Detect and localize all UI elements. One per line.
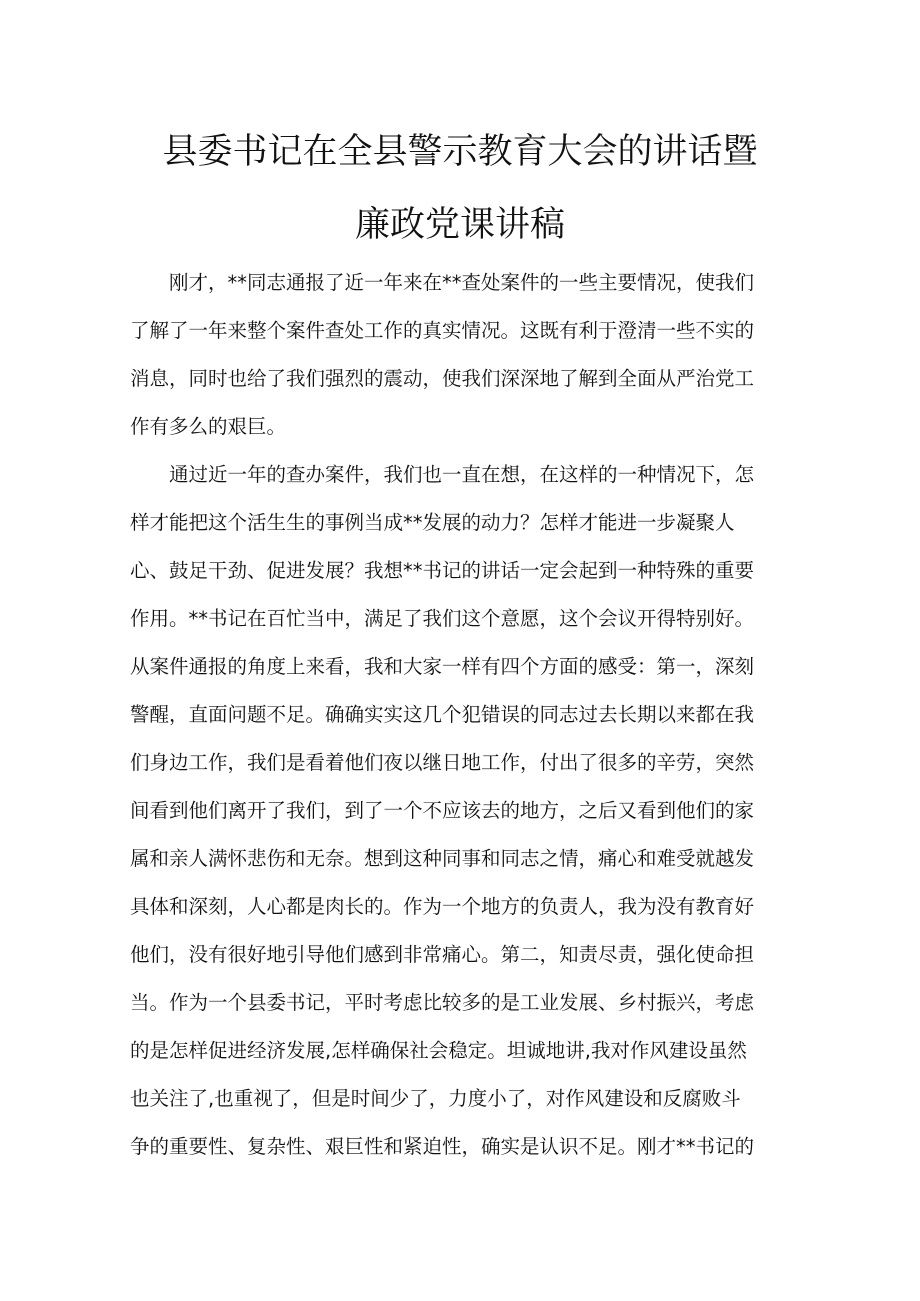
body-line-15: 他们，没有很好地引导他们感到非常痛心。第二，知责尽责，强化使命担: [130, 943, 755, 966]
body-line-11: 们身边工作，我们是看着他们夜以继日地工作，付出了很多的辛劳，突然: [130, 751, 755, 774]
body-line-14: 具体和深刻，人心都是肉长的。作为一个地方的负责人，我为没有教育好: [130, 895, 755, 918]
body-line-17: 的是怎样促进经济发展,怎样确保社会稳定。坦诚地讲,我对作风建设虽然: [130, 1039, 747, 1062]
body-line-19: 争的重要性、复杂性、艰巨性和紧迫性，确实是认识不足。刚才**书记的: [130, 1135, 755, 1158]
body-line-2: 了解了一年来整个案件查处工作的真实情况。这既有利于澄清一些不实的: [130, 319, 755, 342]
body-line-1: 刚才，**同志通报了近一年来在**查处案件的一些主要情况，使我们: [130, 271, 755, 294]
body-line-16: 当。作为一个县委书记，平时考虑比较多的是工业发展、乡村振兴，考虑: [130, 991, 755, 1014]
body-line-8: 作用。**书记在百忙当中，满足了我们这个意愿，这个会议开得特别好。: [130, 607, 755, 630]
body-line-18: 也关注了,也重视了，但是时间少了，力度小了，对作风建设和反腐败斗: [130, 1087, 741, 1110]
document-title-line-2: 廉政党课讲稿: [354, 205, 565, 245]
body-line-3: 消息，同时也给了我们强烈的震动，使我们深深地了解到全面从严治党工: [130, 367, 755, 390]
body-line-5: 通过近一年的查办案件，我们也一直在想，在这样的一种情况下，怎: [130, 463, 755, 486]
body-line-9: 从案件通报的角度上来看，我和大家一样有四个方面的感受：第一，深刻: [130, 655, 755, 678]
body-line-13: 属和亲人满怀悲伤和无奈。想到这种同事和同志之情，痛心和难受就越发: [130, 847, 755, 870]
body-line-6: 样才能把这个活生生的事例当成**发展的动力？怎样才能进一步凝聚人: [130, 511, 735, 534]
body-line-7: 心、鼓足干劲、促进发展？我想**书记的讲话一定会起到一种特殊的重要: [130, 559, 755, 582]
document-title-line-1: 县委书记在全县警示教育大会的讲话暨: [162, 132, 758, 172]
body-line-4: 作有多么的艰巨。: [130, 415, 287, 438]
body-line-10: 警醒，直面问题不足。确确实实这几个犯错误的同志过去长期以来都在我: [130, 703, 755, 726]
body-line-12: 间看到他们离开了我们，到了一个不应该去的地方，之后又看到他们的家: [130, 799, 755, 822]
